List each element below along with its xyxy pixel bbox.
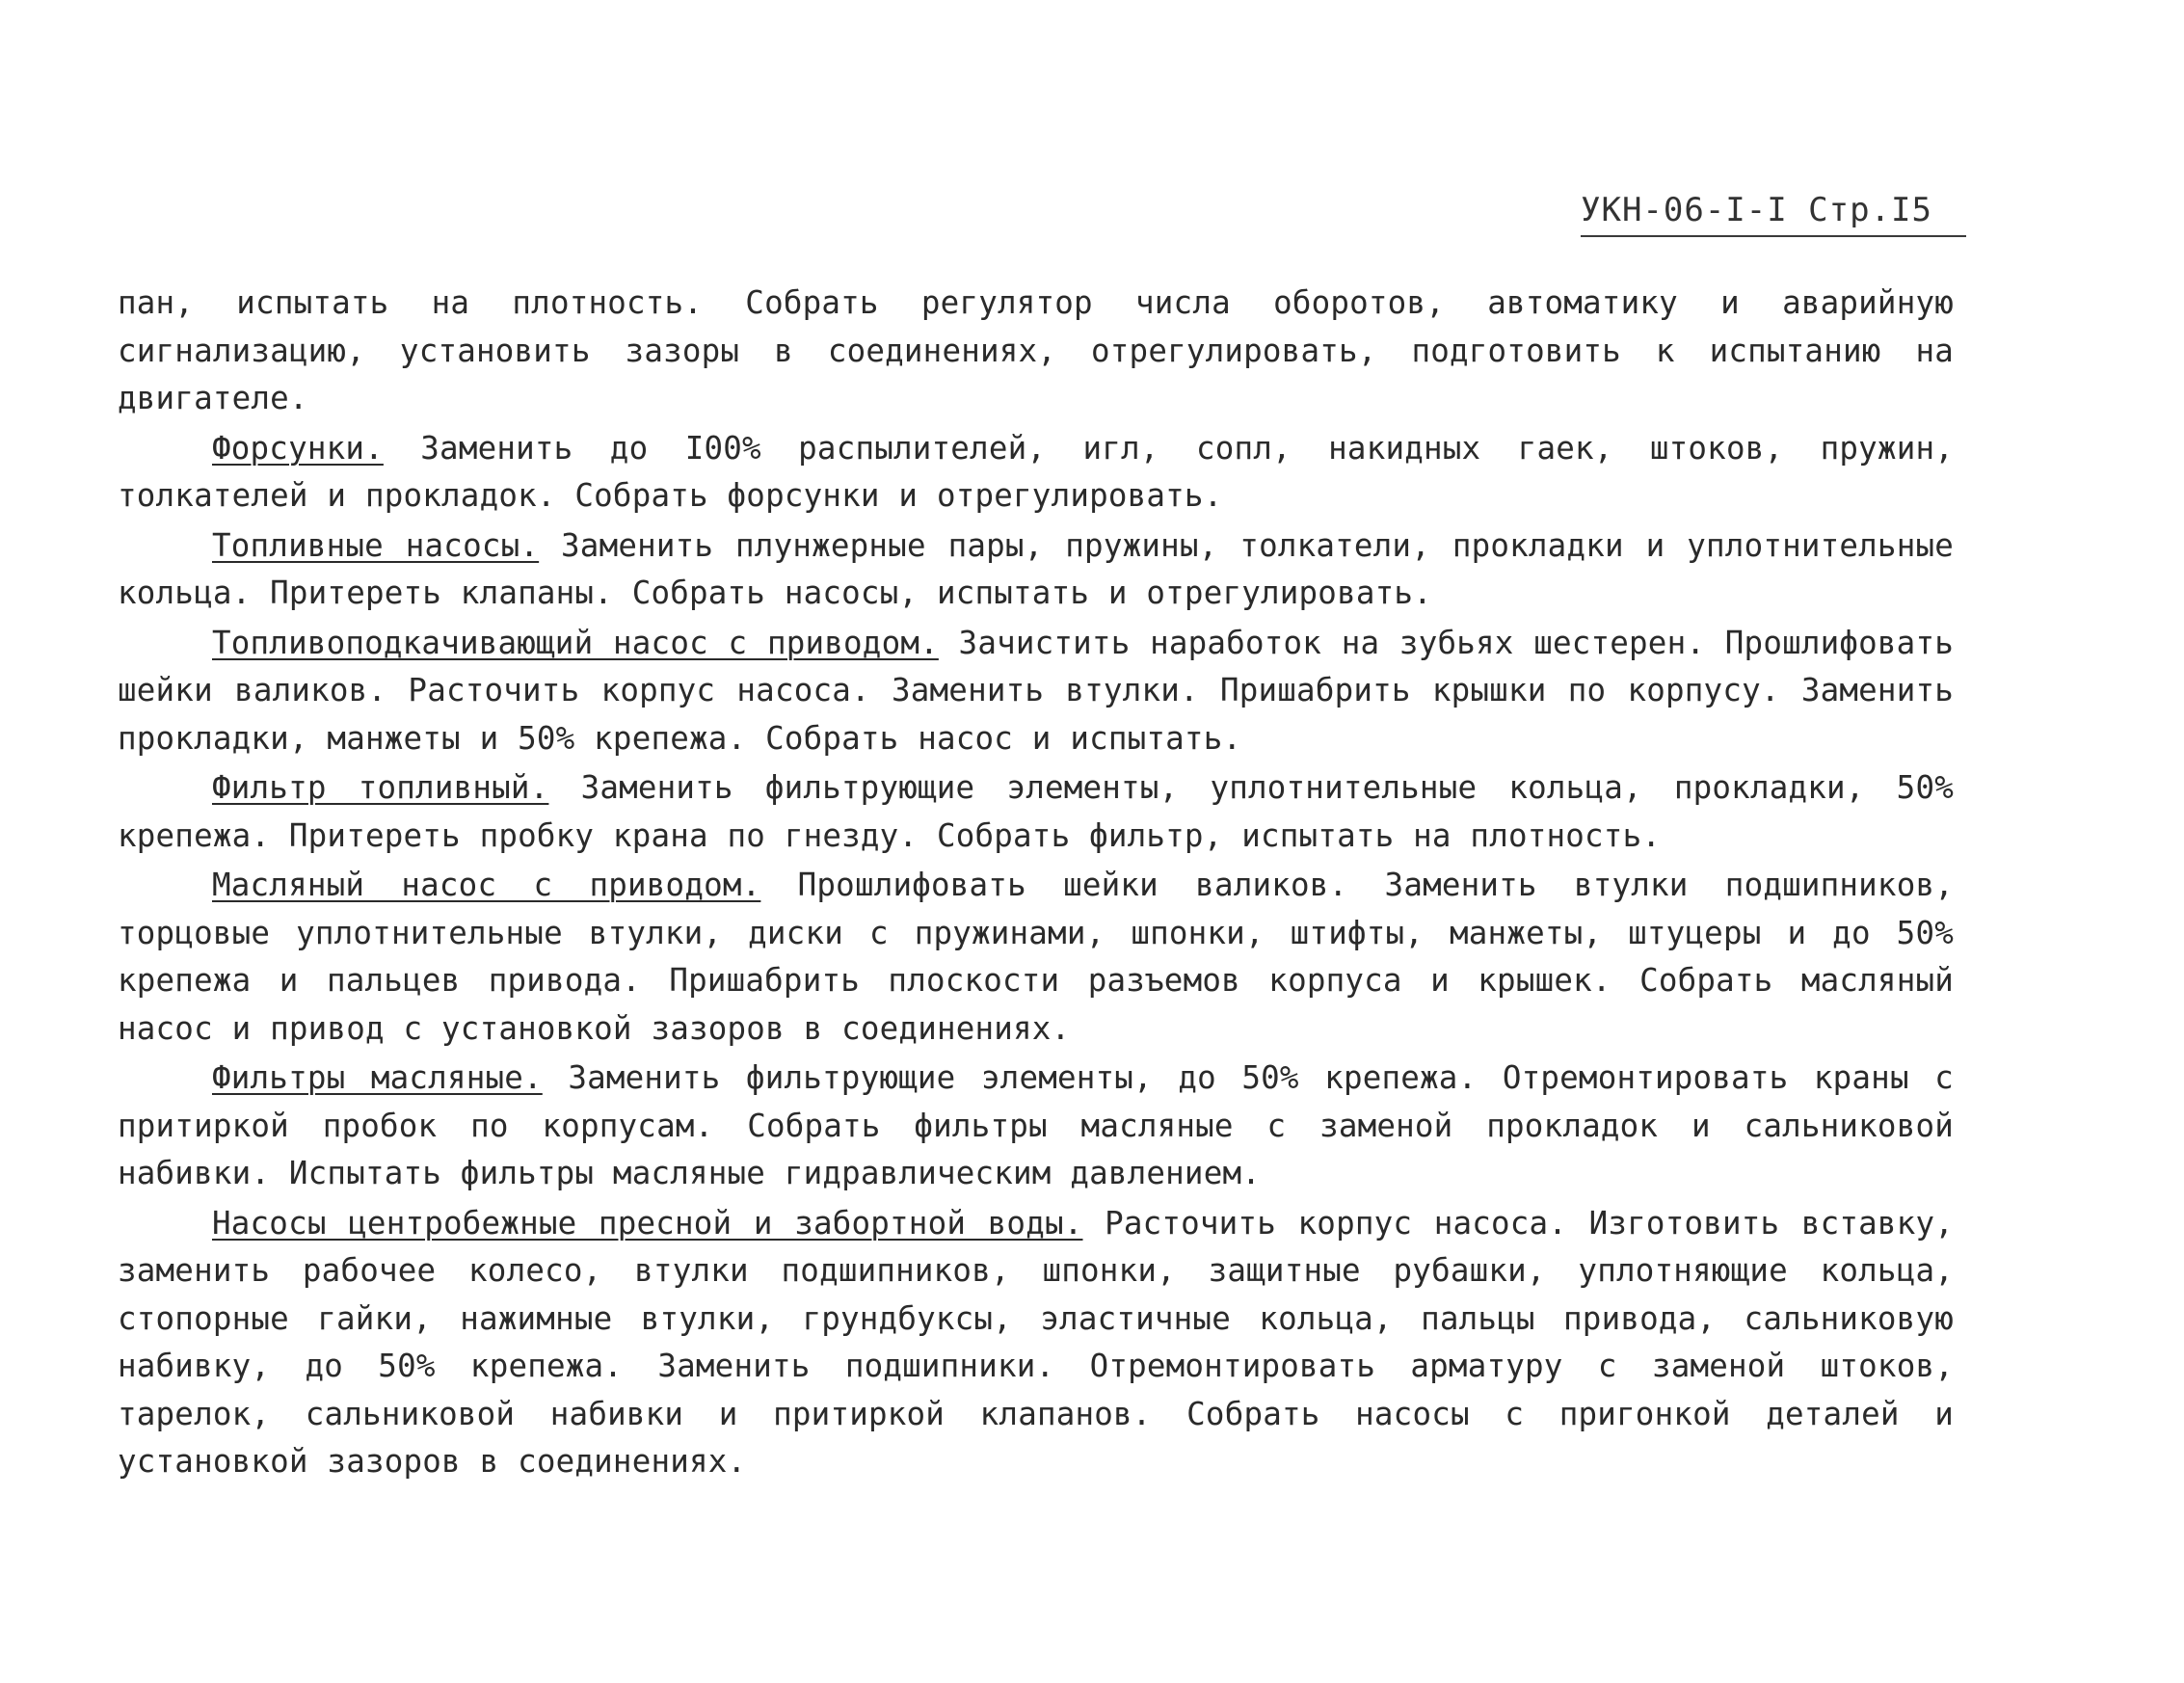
paragraph-fuel-filter (118, 764, 1954, 860)
paragraph-oil-filters (118, 1055, 1954, 1198)
paragraph-text: Заменить плунжерные пары, пружины, толкатели, прокладки и уплотнительные кольца. Притереть клапаны. Собрать насосы, испытать и отрегулировать. (118, 526, 1954, 611)
paragraph-text: пан, испытать на плотность. Собрать регулятор числа оборотов, автоматику и аварийную сигнализацию, установить зазоры в соединениях, отрегулировать, подготовить к испытанию на двигателе. (118, 284, 1954, 416)
paragraph-text: Заменить фильтрующие элементы, до 50% крепежа. Отремонтировать краны с притиркой пробок по корпусам. Собрать фильтры масляные с заменой прокладок и сальниковой набивки. Испытать фильтры масляные гидравлическим давлением. (118, 1059, 1954, 1191)
section-heading-oil-filters: Фильтры масляные. (212, 1059, 543, 1096)
paragraph-centrifugal-pumps (118, 1200, 1954, 1486)
paragraph-fuel-pumps (118, 522, 1954, 618)
section-heading-fuel-filter: Фильтр топливный. (212, 769, 549, 806)
section-heading-fuel-priming-pump: Топливоподкачивающий насос с приводом. (212, 624, 939, 661)
paragraph-text: Расточить корпус насоса. Изготовить вставку, заменить рабочее колесо, втулки подшипников, шпонки, защитные рубашки, уплотняющие кольца, стопорные гайки, нажимные втулки, грундбуксы, эластичные кольца, пальцы привода, сальниковую набивку, до 50% крепежа. Заменить подшипники. Отремонтировать арматуру с заменой штоков, тарелок, сальниковой набивки и притиркой клапанов. Собрать насосы с пригонкой деталей и установкой зазоров в соединениях. (118, 1204, 1954, 1480)
paragraph-continuation (118, 280, 1954, 423)
section-heading-injectors: Форсунки. (212, 429, 384, 467)
paragraph-text: Зачистить наработок на зубьях шестерен. Прошлифовать шейки валиков. Расточить корпус насоса. Заменить втулки. Пришабрить крышки по корпусу. Заменить прокладки, манжеты и 50% крепежа. Собрать насос и испытать. (118, 624, 1954, 757)
section-heading-centrifugal-pumps: Насосы центробежные пресной и забортной воды. (212, 1204, 1083, 1242)
document-body (118, 280, 1954, 1488)
section-heading-fuel-pumps: Топливные насосы. (212, 526, 540, 564)
paragraph-text: Заменить до I00% распылителей, игл, сопл, накидных гаек, штоков, пружин, толкателей и прокладок. Собрать форсунки и отрегулировать. (118, 429, 1954, 514)
paragraph-text: Прошлифовать шейки валиков. Заменить втулки подшипников, торцовые уплотнительные втулки, диски с пружинами, шпонки, штифты, манжеты, штуцеры и до 50% крепежа и пальцев привода. Пришабрить плоскости разъемов корпуса и крышек. Собрать масляный насос и привод с установкой зазоров в соединениях. (118, 867, 1954, 1047)
section-heading-oil-pump: Масляный насос с приводом. (212, 867, 761, 903)
paragraph-fuel-priming-pump (118, 620, 1954, 763)
paragraph-text: Заменить фильтрующие элементы, уплотнительные кольца, прокладки, 50% крепежа. Притереть пробку крана по гнезду. Собрать фильтр, испытать на плотность. (118, 769, 1954, 854)
paragraph-oil-pump (118, 862, 1954, 1053)
page-header-code: УКН-06-I-I Стр.I5 (1581, 189, 1966, 237)
paragraph-injectors (118, 425, 1954, 521)
